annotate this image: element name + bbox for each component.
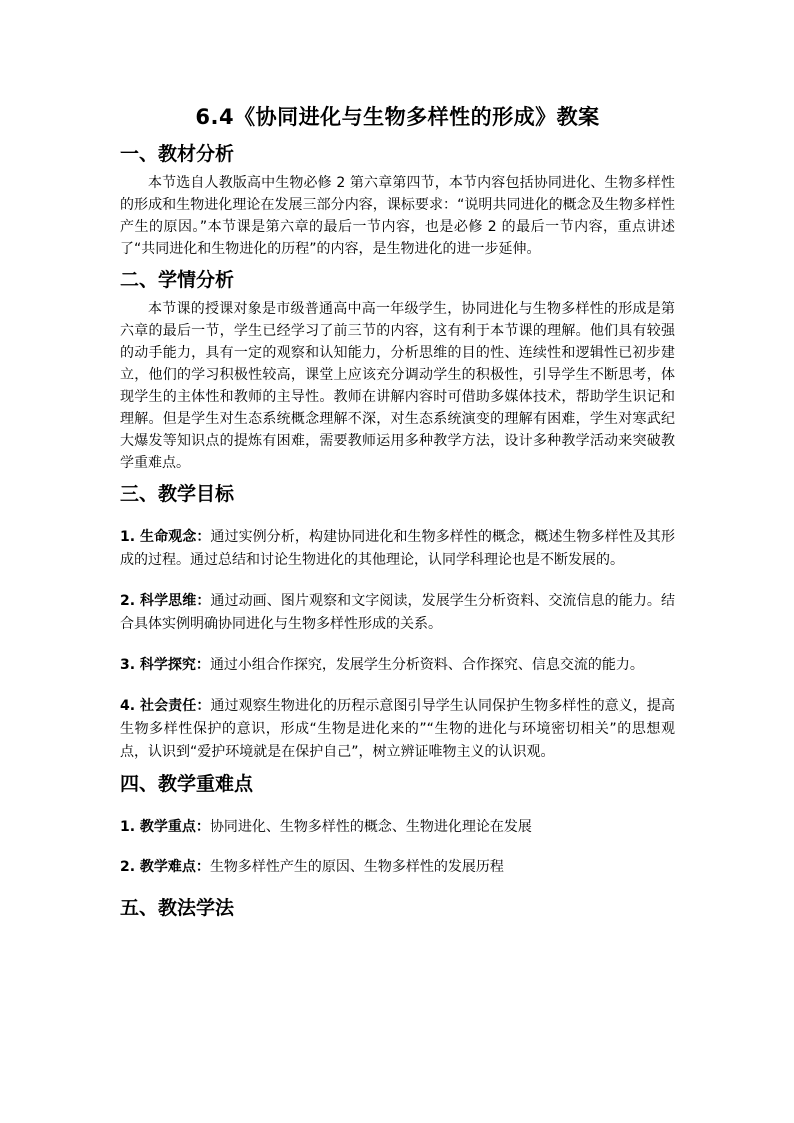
section-heading-key-difficult-points: 四、教学重难点	[120, 773, 254, 795]
objective-lead: 3. 科学探究：	[120, 657, 210, 673]
objective-text: 通过观察生物进化的历程示意图引导学生认同保护生物多样性的意义，提高生物多样性保护的意识，形成“生物是进化来的”“生物的进化与环境密切相关”的思想观点，认识到“爱护环境就是在保护自己”，树立辨证唯物主义的认识观。	[120, 698, 675, 760]
document-title: 6.4《协同进化与生物多样性的形成》教案	[195, 105, 600, 129]
key-point-lead: 2. 教学难点：	[120, 859, 210, 875]
objective-text: 通过动画、图片观察和文字阅读，发展学生分析资料、交流信息的能力。结合具体实例明确协同进化与生物多样性形成的关系。	[120, 593, 675, 632]
objective-lead: 4. 社会责任：	[120, 698, 211, 714]
objective-item	[120, 590, 675, 636]
objective-text: 通过实例分析，构建协同进化和生物多样性的概念，概述生物多样性及其形成的过程。通过总结和讨论生物进化的其他理论，认同学科理论也是不断发展的。	[120, 529, 675, 568]
key-point-text: 协同进化、生物多样性的概念、生物进化理论在发展	[209, 819, 532, 835]
section-heading-student-analysis: 二、学情分析	[120, 269, 235, 291]
key-point-text: 生物多样性产生的原因、生物多样性的发展历程	[209, 859, 504, 875]
section-paragraph-textbook-analysis: 本节选自人教版高中生物必修 2 第六章第四节，本节内容包括协同进化、生物多样性的形成和生物进化理论在发展三部分内容，课标要求：“说明共同进化的概念及生物多样性产生的原因。”本节课是第六章的最后一节内容，也是必修 2 的最后一节内容，重点讲述了“共同进化和生物进化的历程”的内容，是生物进化的进一步延伸。	[120, 175, 675, 257]
section-paragraph-student-analysis: 本节课的授课对象是市级普通高中高一年级学生，协同进化与生物多样性的形成是第六章的最后一节，学生已经学习了前三节的内容，这有利于本节课的理解。他们具有较强的动手能力，具有一定的观察和认知能力，分析思维的目的性、连续性和逻辑性已初步建立，他们的学习积极性较高，课堂上应该充分调动学生的积极性，引导学生不断思考，体现学生的主体性和教师的主导性。教师在讲解内容时可借助多媒体技术，帮助学生识记和理解。但是学生对生态系统概念理解不深，对生态系统演变的理解有困难，学生对寒武纪大爆发等知识点的提炼有困难，需要教师运用多种教学方法，设计多种教学活动来突破教学重难点。	[120, 301, 675, 471]
objective-item	[120, 654, 675, 677]
section-heading-teaching-objectives: 三、教学目标	[120, 483, 235, 505]
section-heading-textbook-analysis: 一、教材分析	[120, 143, 235, 165]
document-page	[120, 100, 675, 926]
objective-lead: 2. 科学思维：	[120, 593, 211, 609]
objective-text: 通过小组合作探究，发展学生分析资料、合作探究、信息交流的能力。	[209, 657, 644, 673]
key-point-item	[120, 856, 675, 878]
key-point-item	[120, 816, 675, 838]
section-heading-teaching-methods: 五、教法学法	[120, 897, 235, 919]
objective-item	[120, 526, 675, 572]
objective-item	[120, 695, 675, 764]
objective-lead: 1. 生命观念：	[120, 529, 211, 545]
key-point-lead: 1. 教学重点：	[120, 819, 210, 835]
